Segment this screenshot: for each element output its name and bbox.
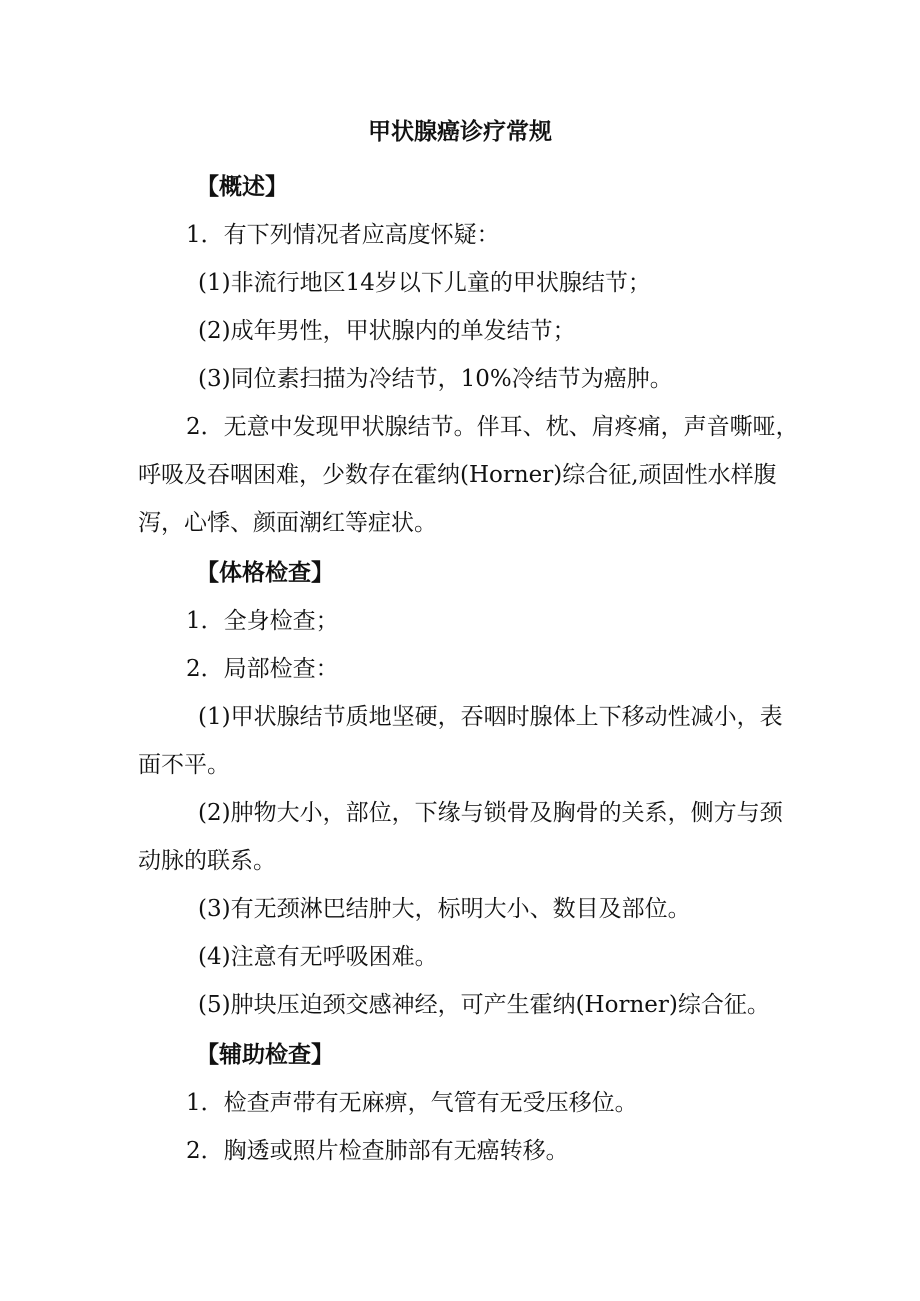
physical-sub-4: (4)注意有无呼吸困难。	[198, 944, 438, 970]
physical-item-2: 2．局部检查：	[186, 656, 339, 682]
overview-sub-1: (1)非流行地区14岁以下儿童的甲状腺结节；	[198, 270, 651, 296]
physical-sub-2-line-1: (2)肿物大小，部位，下缘与锁骨及胸骨的关系，侧方与颈	[198, 800, 783, 826]
overview-sub-3: (3)同位素扫描为冷结节，10%冷结节为癌肿。	[198, 366, 673, 392]
physical-sub-1-line-2: 面不平。	[138, 752, 230, 778]
physical-item-1: 1．全身检查；	[186, 608, 339, 634]
overview-sub-2: (2)成年男性，甲状腺内的单发结节；	[198, 318, 576, 344]
physical-sub-3: (3)有无颈淋巴结肿大，标明大小、数目及部位。	[198, 896, 691, 922]
overview-item-1: 1．有下列情况者应高度怀疑：	[186, 222, 500, 248]
physical-sub-5: (5)肿块压迫颈交感神经，可产生霍纳(Horner)综合征。	[198, 992, 770, 1018]
physical-sub-1-line-1: (1)甲状腺结节质地坚硬，吞咽时腺体上下移动性减小，表	[198, 704, 783, 730]
document-title: 甲状腺癌诊疗常规	[368, 119, 552, 145]
overview-item-2-line-1: 2．无意中发现甲状腺结节。伴耳、枕、肩疼痛，声音嘶哑，	[186, 414, 799, 440]
section-heading-overview: 【概述】	[196, 174, 288, 200]
overview-item-2-line-3: 泻，心悸、颜面潮红等症状。	[138, 510, 437, 536]
section-heading-auxiliary-exam: 【辅助检查】	[196, 1042, 334, 1068]
auxiliary-item-1: 1．检查声带有无麻痹，气管有无受压移位。	[186, 1090, 638, 1116]
auxiliary-item-2: 2．胸透或照片检查肺部有无癌转移。	[186, 1138, 569, 1164]
section-heading-physical-exam: 【体格检查】	[196, 560, 334, 586]
overview-item-2-line-2: 呼吸及吞咽困难，少数存在霍纳(Horner)综合征,顽固性水样腹	[138, 462, 777, 488]
physical-sub-2-line-2: 动脉的联系。	[138, 848, 276, 874]
